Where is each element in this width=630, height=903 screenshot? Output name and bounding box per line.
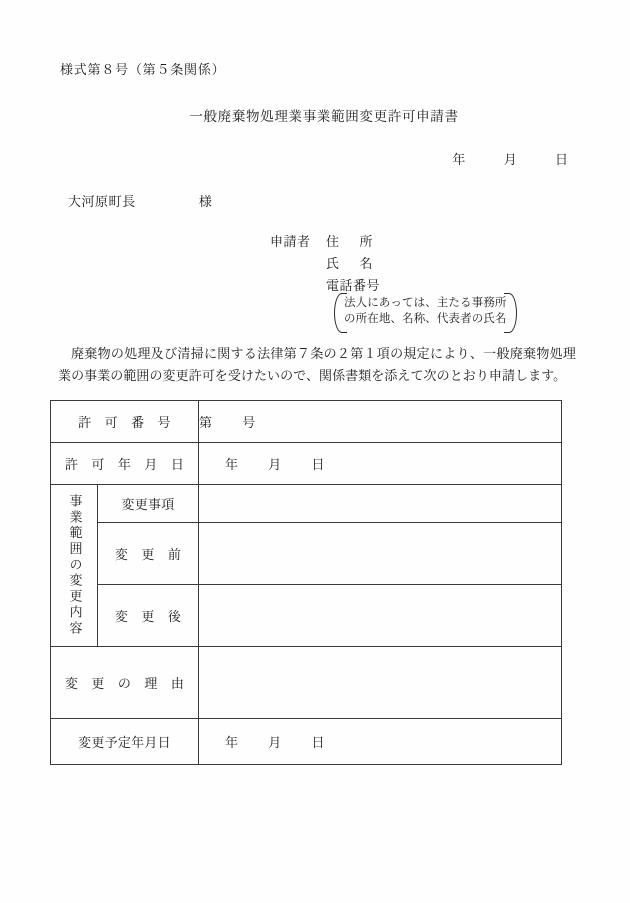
- change-reason-value[interactable]: [199, 647, 562, 719]
- applicant-tag: 申請者: [270, 235, 311, 250]
- date-line: [452, 149, 568, 168]
- change-item-value[interactable]: [199, 485, 562, 523]
- table-row-change-date: [51, 719, 562, 765]
- table-row-change-reason: [51, 647, 562, 719]
- applicant-name-label: [326, 253, 373, 272]
- applicant-note-line-2: の所在地、名称、代表者の氏名: [344, 311, 507, 326]
- permit-date-day: 日: [311, 458, 325, 473]
- addressee-name: 大河原町長: [68, 195, 136, 210]
- applicant-address-label: [326, 231, 373, 250]
- change-reason-label: 変 更 の 理 由: [51, 647, 199, 719]
- change-before-label: 変 更 前: [98, 523, 199, 585]
- right-brace-icon: [510, 293, 519, 333]
- change-date-value[interactable]: [199, 719, 562, 765]
- permit-number-value[interactable]: [199, 401, 562, 443]
- applicant-name-row: [270, 253, 380, 275]
- applicant-phone-label: 電話番号: [326, 279, 381, 294]
- date-year: 年: [452, 153, 466, 168]
- change-date-year: 年: [225, 736, 239, 751]
- change-group-label: 事業範囲の変更内容: [66, 494, 82, 637]
- change-date-day: 日: [311, 736, 325, 751]
- change-before-value[interactable]: [199, 523, 562, 585]
- left-brace-icon: [332, 293, 341, 333]
- applicant-address-row: [270, 231, 380, 253]
- addressee: [68, 191, 212, 210]
- applicant-name-label-b: 名: [359, 257, 374, 272]
- application-table: [50, 400, 562, 765]
- permit-date-label: 許 可 年 月 日: [51, 443, 199, 485]
- change-after-value[interactable]: [199, 585, 562, 647]
- permit-date-year: 年: [225, 458, 239, 473]
- table-row-permit-number: [51, 401, 562, 443]
- permit-number-label: 許 可 番 号: [51, 401, 199, 443]
- table-row-change-before: [51, 523, 562, 585]
- permit-number-prefix: 第: [199, 416, 213, 431]
- addressee-honorific: 様: [198, 195, 213, 210]
- applicant-block: [270, 231, 380, 297]
- table-row-change-item: [51, 485, 562, 523]
- change-after-label: 変 更 後: [98, 585, 199, 647]
- applicant-note-line-1: 法人にあっては、主たる事務所: [344, 295, 507, 309]
- permit-number-suffix: 号: [242, 416, 256, 431]
- applicant-note: [332, 293, 519, 333]
- applicant-note-text: [341, 293, 510, 333]
- applicant-address-label-a: 住: [326, 235, 340, 250]
- permit-date-value[interactable]: [199, 443, 562, 485]
- page-title: 一般廃棄物処理業事業範囲変更許可申請書: [189, 109, 459, 125]
- date-day: 日: [554, 153, 568, 168]
- table-row-change-after: [51, 585, 562, 647]
- change-group-label-cell: [51, 485, 98, 647]
- body-paragraph: 廃棄物の処理及び清掃に関する法律第７条の２第１項の規定により、一般廃棄物処理業の事業の範囲の変更許可を受けたいので、関係書類を添えて次のとおり申請します。: [58, 347, 576, 385]
- change-item-label: 変更事項: [98, 485, 199, 523]
- table-row-permit-date: [51, 443, 562, 485]
- applicant-address-label-b: 所: [359, 235, 374, 250]
- permit-date-month: 月: [268, 458, 282, 473]
- form-number: 様式第８号（第５条関係）: [60, 63, 226, 78]
- change-date-month: 月: [268, 736, 282, 751]
- applicant-name-label-a: 氏: [326, 257, 340, 272]
- date-month: 月: [503, 153, 517, 168]
- change-date-label: 変更予定年月日: [51, 719, 199, 765]
